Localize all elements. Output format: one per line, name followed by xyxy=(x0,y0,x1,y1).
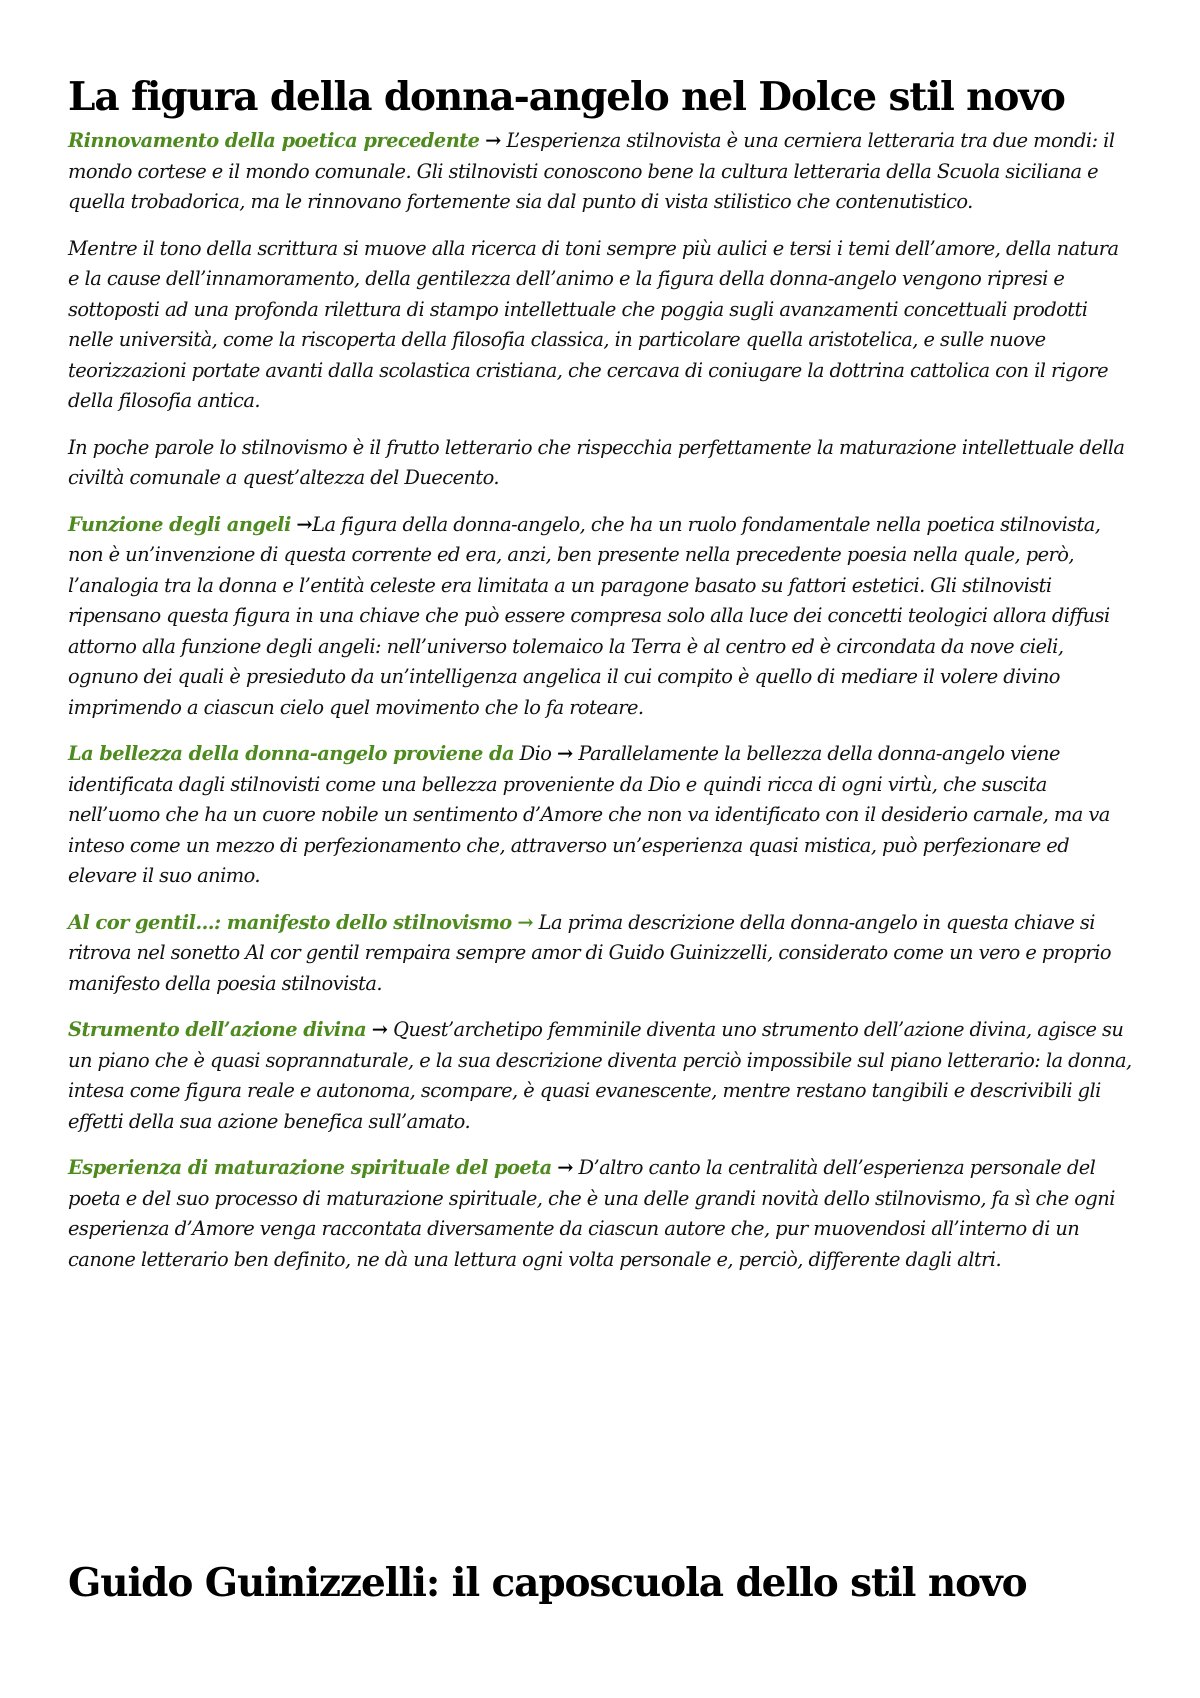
paragraph-text: L’esperienza stilnovista è una cerniera letteraria tra due mondi: il mondo cortese e il mondo comunale. Gli stilnovisti conoscono bene la cultura letteraria della Scuola siciliana e quella trobadorica, ma le rinnovano fortemente sia dal punto di vista stilistico che contenutistico. xyxy=(68,129,1115,213)
paragraph-lead: Al cor gentil...: manifesto dello stilnovismo xyxy=(68,910,512,934)
paragraph-text: Quest’archetipo femminile diventa uno strumento dell’azione divina, agisce su un piano che è quasi soprannaturale, e la sua descrizione diventa perciò impossibile sul piano letterario: la donna, intesa come figura reale e autonoma, scompare, è quasi evanescente, mentre restano tangibili e descrivibili gli effetti della sua azione benefica sull’amato. xyxy=(68,1018,1132,1133)
arrow-icon: → xyxy=(485,129,501,152)
paragraph-text: La prima descrizione della donna-angelo in questa chiave si ritrova nel sonetto Al cor gentil rempaira sempre amor di Guido Guinizzelli, considerato come un vero e proprio manifesto della poesia stilnovista. xyxy=(68,910,1111,995)
paragraph-esperienza xyxy=(68,1153,1132,1275)
paragraph-text: Mentre il tono della scrittura si muove alla ricerca di toni sempre più aulici e tersi i temi dell’amore, della natura e la cause dell’innamoramento, della gentilezza dell’animo e la figura della donna-angelo vengono ripresi e sottoposti ad una profonda rilettura di stampo intellettuale che poggia sugli avanzamenti concettuali prodotti nelle università, come la riscoperta della filosofia classica, in particolare quella aristotelica, e sulle nuove teorizzazioni portate avanti dalla scolastica cristiana, che cercava di coniugare la dottrina cattolica con il rigore della filosofia antica. xyxy=(68,236,1119,412)
page-title: La figura della donna-angelo nel Dolce stil novo xyxy=(68,74,1065,120)
paragraph-text: La figura della donna-angelo, che ha un ruolo fondamentale nella poetica stilnovista, non è un’invenzione di questa corrente ed era, anzi, ben presente nella precedente poesia nella quale, però, l’analogia tra la donna e l’entità celeste era limitata a un paragone basato su fattori estetici. Gli stilnovisti ripensano questa figura in una chiave che può essere compresa solo alla luce dei concetti teologici allora diffusi attorno alla funzione degli angeli: nell’universo tolemaico la Terra è al centro ed è circondata da nove cieli, ognuno dei quali è presieduto da un’intelligenza angelica il cui compito è quello di mediare il volere divino imprimendo a ciascun cielo quel movimento che lo fa roteare. xyxy=(68,512,1110,719)
paragraph-lead-tail: Dio xyxy=(519,742,552,765)
paragraph-lead: Rinnovamento della poetica precedente xyxy=(68,129,480,152)
paragraph-text: In poche parole lo stilnovismo è il frutto letterario che rispecchia perfettamente la maturazione intellettuale della civiltà comunale a quest’altezza del Duecento. xyxy=(68,435,1125,489)
paragraph-lead: Funzione degli angeli xyxy=(68,512,291,536)
paragraph-text: D’altro canto la centralità dell’esperienza personale del poeta e del suo processo di maturazione spirituale, che è una delle grandi novità dello stilnovismo, fa sì che ogni esperienza d’Amore venga raccontata diversamente da ciascun autore che, pur muovendosi all’interno di un canone letterario ben definito, ne dà una lettura ogni volta personale e, perciò, differente dagli altri. xyxy=(68,1156,1115,1271)
paragraph-lead: Strumento dell’azione divina xyxy=(68,1018,367,1041)
arrow-icon: → xyxy=(557,742,573,765)
paragraph-poche-parole xyxy=(68,433,1132,494)
paragraph-strumento xyxy=(68,1015,1132,1137)
section-heading: Guido Guinizzelli: il caposcuola dello stil novo xyxy=(68,1560,1027,1606)
paragraph-lead: Esperienza di maturazione spirituale del poeta xyxy=(68,1156,552,1179)
arrow-icon: → xyxy=(517,910,534,934)
paragraph-tono-scrittura xyxy=(68,234,1132,417)
arrow-icon: → xyxy=(557,1156,573,1179)
arrow-icon: → xyxy=(371,1018,388,1041)
paragraph-bellezza xyxy=(68,739,1132,892)
paragraph-funzione-angeli xyxy=(68,510,1132,724)
paragraph-al-cor-gentil xyxy=(68,908,1132,1000)
paragraph-rinnovamento xyxy=(68,126,1132,218)
paragraph-text: Parallelamente la bellezza della donna-angelo viene identificata dagli stilnovisti come una bellezza proveniente da Dio e quindi ricca di ogni virtù, che suscita nell’uomo che ha un cuore nobile un sentimento d’Amore che non va identificato con il desiderio carnale, ma va inteso come un mezzo di perfezionamento che, attraverso un’esperienza quasi mistica, può perfezionare ed elevare il suo animo. xyxy=(68,742,1110,887)
arrow-icon: → xyxy=(296,512,313,536)
paragraph-lead: La bellezza della donna-angelo proviene da xyxy=(68,742,514,765)
